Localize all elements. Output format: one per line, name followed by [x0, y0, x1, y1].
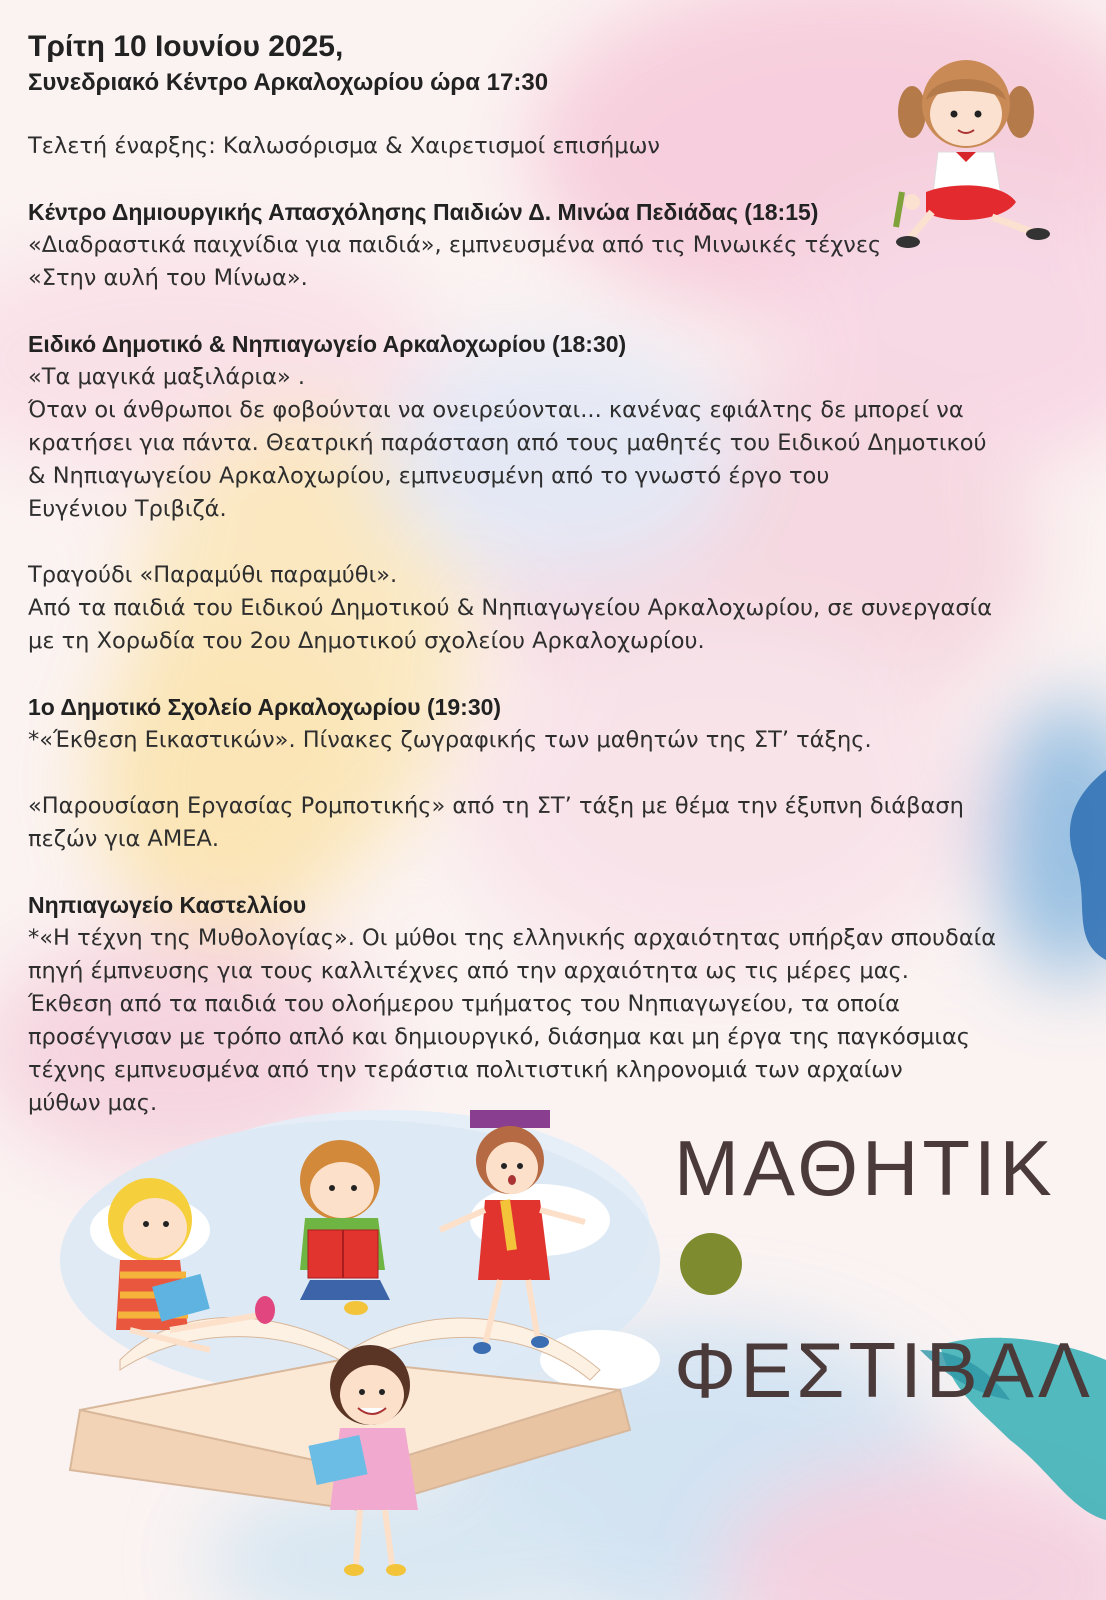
festival-word-1-text: ΜΑΘΗΤΙΚ — [674, 1124, 1056, 1212]
section-line: Από τα παιδιά του Ειδικού Δημοτικού & Νηπιαγωγείου Αρκαλοχωρίου, σε συνεργασία — [28, 595, 993, 621]
section-title: Κέντρο Δημιουργικής Απασχόλησης Παιδιών Δ. Μινώα Πεδιάδας (18:15) — [28, 199, 819, 225]
festival-o-circle — [680, 1233, 742, 1295]
section-line: τέχνης εμπνευσμένα από την τεράστια πολιτιστική κληρονομιά των αρχαίων — [28, 1057, 903, 1083]
section-line: *«Η τέχνη της Μυθολογίας». Οι μύθοι της ελληνικής αρχαιότητας υπήρξαν σπουδαία — [28, 925, 997, 951]
section-line: προσέγγισαν με τρόπο απλό και δημιουργικό, διάσημα και μη έργα της παγκόσμιας — [28, 1024, 970, 1050]
section-line: «Στην αυλή του Μίνωα». — [28, 265, 308, 291]
section-line: πηγή έμπνευσης για τους καλλιτέχνες από την αρχαιότητα ως τις μέρες μας. — [28, 958, 909, 984]
section-line: μύθων μας. — [28, 1090, 158, 1116]
section-line: με τη Χορωδία του 2ου Δημοτικού σχολείου Αρκαλοχωρίου. — [28, 628, 705, 654]
section-special-school — [28, 328, 1078, 658]
opening-ceremony: Τελετή έναρξης: Καλωσόρισμα & Χαιρετισμοί επισήμων — [28, 133, 660, 159]
section-line: Όταν οι άνθρωποι δε φοβούνται να ονειρεύονται... κανένας εφιάλτης δε μπορεί να — [28, 397, 964, 423]
kids-reading-book-illustration — [60, 1110, 660, 1590]
event-venue: Συνεδριακό Κέντρο Αρκαλοχωρίου ώρα 17:30 — [28, 69, 549, 96]
section-line: πεζών για ΑΜΕΑ. — [28, 826, 219, 852]
section-line: *«Έκθεση Εικαστικών». Πίνακες ζωγραφικής των μαθητών της ΣΤ’ τάξης. — [28, 727, 872, 753]
section-line: Ευγένιου Τριβιζά. — [28, 496, 227, 522]
event-date: Τρίτη 10 Ιουνίου 2025, — [28, 30, 344, 63]
girl-drawing-illustration — [892, 52, 1062, 252]
festival-word-2: ΦΕΣΤΙΒΑΛ — [674, 1326, 1094, 1414]
section-line: Έκθεση από τα παιδιά του ολοήμερου τμήματος του Νηπιαγωγείου, τα οποία — [28, 991, 901, 1017]
section-primary-school — [28, 691, 1078, 856]
festival-logo — [674, 1120, 1094, 1418]
section-line: «Παρουσίαση Εργασίας Ρομποτικής» από τη ΣΤ’ τάξη με θέμα την έξυπνη διάβαση — [28, 793, 964, 819]
section-line: & Νηπιαγωγείου Αρκαλοχωρίου, εμπνευσμένη από το γνωστό έργο του — [28, 463, 830, 489]
section-kindergarten — [28, 889, 1078, 1120]
section-line: κρατήσει για πάντα. Θεατρική παράσταση από τους μαθητές του Ειδικού Δημοτικού — [28, 430, 987, 456]
section-title: Νηπιαγωγείο Καστελλίου — [28, 892, 307, 918]
section-title: Ειδικό Δημοτικό & Νηπιαγωγείο Αρκαλοχωρίου (18:30) — [28, 331, 627, 357]
festival-word-1 — [674, 1120, 1084, 1312]
section-line: «Διαδραστικά παιχνίδια για παιδιά», εμπνευσμένα από τις Μινωικές τέχνες — [28, 232, 882, 258]
section-line: «Τα μαγικά μαξιλάρια» . — [28, 364, 306, 390]
section-title: 1ο Δημοτικό Σχολείο Αρκαλοχωρίου (19:30) — [28, 694, 502, 720]
section-line: Τραγούδι «Παραμύθι παραμύθι». — [28, 562, 398, 588]
